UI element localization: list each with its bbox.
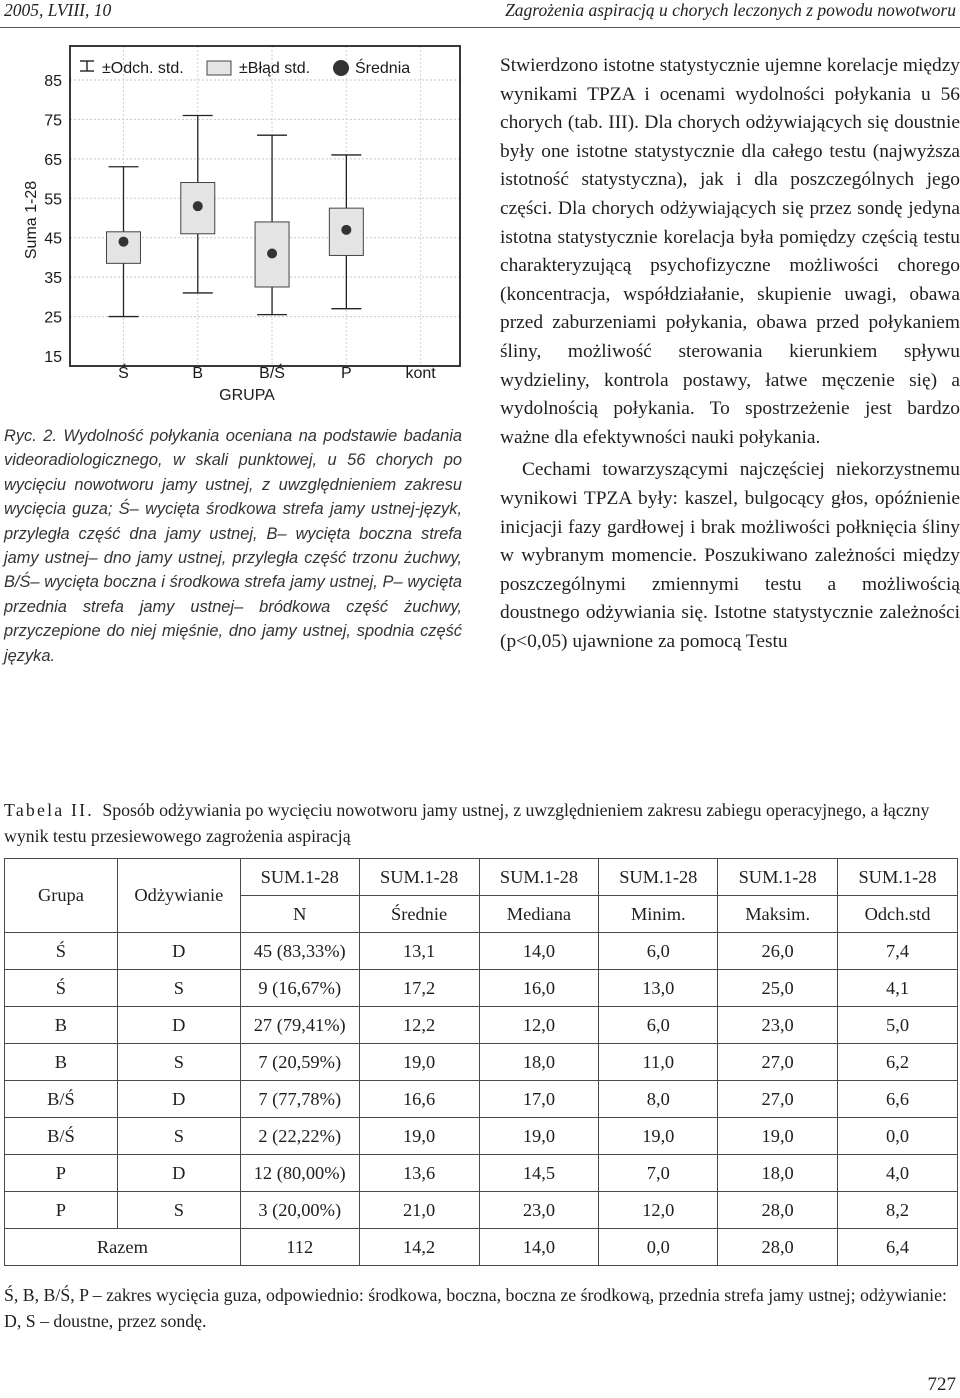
y-tick-label: 35 xyxy=(44,270,62,288)
table-cell: 21,0 xyxy=(359,1192,479,1229)
table-footnote: Ś, B, B/Ś, P – zakres wycięcia guza, odpowiednio: środkowa, boczna, boczna ze środkową, przednia strefa jamy ustnej; odżywianie: D, S – doustne, przez sondę. xyxy=(4,1285,947,1331)
table-cell: 0,0 xyxy=(838,1118,958,1155)
x-tick-label: B xyxy=(192,365,204,382)
col-header-top: SUM.1-28 xyxy=(599,859,718,896)
table-cell: 12,0 xyxy=(479,1007,599,1044)
box-3 xyxy=(329,155,363,309)
legend-sd-symbol xyxy=(80,61,94,71)
box-marks xyxy=(106,115,363,316)
table-cell: B xyxy=(5,1044,118,1081)
table-row xyxy=(5,970,958,1007)
table-caption xyxy=(4,797,958,849)
table-cell: 12 (80,00%) xyxy=(240,1155,359,1192)
paragraph-2: Cechami towarzyszącymi najczęściej niekorzystnemu wynikowi TPZA były: kaszel, bulgocący głos, opóźnienie inicjacji fazy gardłowej i brak możliwości połknięcia śliny w wybranym momencie. Poszukiwano zależności między poszczególnymi zmiennymi testu a możliwością doustnego odżywiania się. Istotne statystycznie zależności (p<0,05) ujawnione za pomocą Testu xyxy=(500,459,960,652)
table-row xyxy=(5,1192,958,1229)
running-head xyxy=(4,0,956,28)
legend-mean-label: Średnia xyxy=(355,60,411,77)
col-header-group: Grupa xyxy=(5,859,118,933)
grid-lines xyxy=(70,46,460,366)
table-cell: S xyxy=(117,1118,240,1155)
page-number: 727 xyxy=(927,1374,956,1395)
col-header-top: SUM.1-28 xyxy=(838,859,958,896)
table-cell: 0,0 xyxy=(599,1229,718,1266)
table-cell: 28,0 xyxy=(718,1192,838,1229)
table-row xyxy=(5,1081,958,1118)
legend-mean-symbol xyxy=(333,60,349,76)
table-cell: 27 (79,41%) xyxy=(240,1007,359,1044)
table-cell: 28,0 xyxy=(718,1229,838,1266)
table-cell: 14,0 xyxy=(479,933,599,970)
table-cell: 12,0 xyxy=(599,1192,718,1229)
body-text xyxy=(500,52,960,656)
table-cell: 6,0 xyxy=(599,1007,718,1044)
table-row xyxy=(5,1044,958,1081)
x-tick-label: P xyxy=(341,365,352,382)
mean-point xyxy=(341,225,351,235)
paragraph-1: Stwierdzono istotne statystycznie ujemne korelacje między wynikami TPZA i ocenami wydolności połykania u 56 chorych (tab. III). Dla chorych odżywiających się doustnie były one istotne statystycznie dla całego testu (najwyższa istotność statystyczna), jak i dla poszczególnych jego części. Dla chorych odżywiających się przez sondę jedyna istotna statystycznie korelacja była pomiędzy częścią testu charakteryzującą psychofizyczne możliwości chorego (koncentracja, współdziałanie, skupienie uwagi, obawa przed zaburzeniami połykania, obawa przed połykaniem śliny, możliwość sterowania kierunkiem spływu wydzieliny, kontrola postawy, łatwe męczenie się) a wydolnością połykania. To spostrzeżenie jest bardzo ważne dla efektywności nauki połykania. xyxy=(500,55,960,448)
table-cell: 27,0 xyxy=(718,1044,838,1081)
table-cell: 7 (77,78%) xyxy=(240,1081,359,1118)
table-cell: 5,0 xyxy=(838,1007,958,1044)
x-tick-label: kont xyxy=(405,365,436,382)
table-cell: 3 (20,00%) xyxy=(240,1192,359,1229)
table-cell: 4,1 xyxy=(838,970,958,1007)
table-cell: 11,0 xyxy=(599,1044,718,1081)
y-tick-label: 45 xyxy=(44,230,62,248)
x-tick-label: Ś xyxy=(118,365,129,382)
box-1 xyxy=(181,115,215,292)
table-cell: 45 (83,33%) xyxy=(240,933,359,970)
table-cell: 25,0 xyxy=(718,970,838,1007)
table-cell: S xyxy=(117,1044,240,1081)
table-cell: 6,2 xyxy=(838,1044,958,1081)
table-cell: Ś xyxy=(5,933,118,970)
table-cell: 4,0 xyxy=(838,1155,958,1192)
table-cell: 7,0 xyxy=(599,1155,718,1192)
table-cell: B/Ś xyxy=(5,1081,118,1118)
header-rule xyxy=(0,27,960,28)
col-header-median: Mediana xyxy=(479,896,599,933)
figure-boxplot xyxy=(14,40,466,418)
table-cell: 6,6 xyxy=(838,1081,958,1118)
table-cell: 13,1 xyxy=(359,933,479,970)
table-caption-text: Sposób odżywiania po wycięciu nowotworu jamy ustnej, z uwzględnieniem zakresu zabiegu operacyjnego, a łączny wynik testu przesiewowego zagrożenia aspiracją xyxy=(4,800,930,846)
legend-se-symbol xyxy=(207,61,231,75)
table-cell: D xyxy=(117,1155,240,1192)
boxplot-chart xyxy=(14,40,466,418)
table-cell: 13,0 xyxy=(599,970,718,1007)
y-tick-label: 85 xyxy=(44,73,62,90)
table-cell: 2 (22,22%) xyxy=(240,1118,359,1155)
total-label: Razem xyxy=(5,1229,241,1266)
table-cell: 14,5 xyxy=(479,1155,599,1192)
table-cell: 12,2 xyxy=(359,1007,479,1044)
table-total-row xyxy=(5,1229,958,1266)
y-tick-label: 15 xyxy=(44,349,62,366)
table-cell: 16,0 xyxy=(479,970,599,1007)
x-tick-label: B/Ś xyxy=(259,365,285,382)
table-cell: 8,0 xyxy=(599,1081,718,1118)
legend-se-label: ±Błąd std. xyxy=(239,60,311,77)
table-cell: 13,6 xyxy=(359,1155,479,1192)
col-header-mean: Średnie xyxy=(359,896,479,933)
table-cell: 27,0 xyxy=(718,1081,838,1118)
table-row xyxy=(5,1118,958,1155)
running-title: Zagrożenia aspiracją u chorych leczonych z powodu nowotworu xyxy=(505,0,956,20)
table-cell: 9 (16,67%) xyxy=(240,970,359,1007)
mean-point xyxy=(267,248,277,258)
table-cell: 6,4 xyxy=(838,1229,958,1266)
y-tick-label: 65 xyxy=(44,151,62,169)
table-cell: 26,0 xyxy=(718,933,838,970)
journal-issue: 2005, LVIII, 10 xyxy=(4,0,112,20)
box-2 xyxy=(255,135,289,314)
table-cell: S xyxy=(117,1192,240,1229)
table-cell: 7,4 xyxy=(838,933,958,970)
table-cell: 19,0 xyxy=(718,1118,838,1155)
table-cell: 23,0 xyxy=(718,1007,838,1044)
table-row xyxy=(5,1155,958,1192)
box-0 xyxy=(106,167,140,317)
y-axis-label: Suma 1-28 xyxy=(23,180,40,260)
mean-point xyxy=(118,237,128,247)
legend xyxy=(80,58,410,77)
table-cell: 18,0 xyxy=(479,1044,599,1081)
table-row xyxy=(5,1007,958,1044)
table-cell: 14,2 xyxy=(359,1229,479,1266)
y-tick-labels xyxy=(44,73,62,366)
table-label: Tabela II. xyxy=(4,800,94,820)
table-cell: 17,0 xyxy=(479,1081,599,1118)
table-cell: 14,0 xyxy=(479,1229,599,1266)
table-cell: 6,0 xyxy=(599,933,718,970)
y-tick-label: 55 xyxy=(44,191,62,209)
mean-point xyxy=(193,201,203,211)
table-row xyxy=(5,933,958,970)
col-header-min: Minim. xyxy=(599,896,718,933)
se-box xyxy=(106,232,140,264)
y-tick-label: 75 xyxy=(44,112,62,130)
table-cell: S xyxy=(117,970,240,1007)
table-cell: 19,0 xyxy=(359,1044,479,1081)
legend-sd-label: ±Odch. std. xyxy=(102,60,184,77)
table-cell: 8,2 xyxy=(838,1192,958,1229)
col-header-feeding: Odżywianie xyxy=(117,859,240,933)
table-cell: D xyxy=(117,933,240,970)
table-cell: 7 (20,59%) xyxy=(240,1044,359,1081)
table-cell: B/Ś xyxy=(5,1118,118,1155)
col-header-max: Maksim. xyxy=(718,896,838,933)
table-cell: Ś xyxy=(5,970,118,1007)
results-table xyxy=(4,858,958,1266)
table-cell: 17,2 xyxy=(359,970,479,1007)
table-cell: D xyxy=(117,1007,240,1044)
y-tick-label: 25 xyxy=(44,309,62,327)
table-cell: B xyxy=(5,1007,118,1044)
col-header-sd: Odch.std xyxy=(838,896,958,933)
table-cell: 19,0 xyxy=(359,1118,479,1155)
figure-caption: Ryc. 2. Wydolność połykania oceniana na podstawie badania videoradiologicznego, w skali punktowej, u 56 chorych po wycięciu nowotworu jamy ustnej, z uwzględnieniem zakresu wycięcia guza; Ś– wycięta środkowa strefa jamy ustnej-język, przyległa część dna jamy ustnej, B– wycięta boczna strefa jamy ustnej– dno jamy ustnej, przyległa część trzonu żuchwy, B/Ś– wycięta boczna i środkowa strefa jamy ustnej, P– wycięta przednia strefa jamy ustnej– bródkowa część żuchwy, przyczepione do niej mięśnie, dno jamy ustnej, spodnia część języka. xyxy=(4,427,462,665)
table-cell: 16,6 xyxy=(359,1081,479,1118)
table-cell: 19,0 xyxy=(479,1118,599,1155)
col-header-n: N xyxy=(240,896,359,933)
col-header-top: SUM.1-28 xyxy=(359,859,479,896)
col-header-top: SUM.1-28 xyxy=(718,859,838,896)
col-header-top: SUM.1-28 xyxy=(479,859,599,896)
table-cell: D xyxy=(117,1081,240,1118)
table-cell: P xyxy=(5,1192,118,1229)
table-cell: 19,0 xyxy=(599,1118,718,1155)
plot-frame xyxy=(70,46,460,366)
table-cell: 18,0 xyxy=(718,1155,838,1192)
x-axis-label: GRUPA xyxy=(219,387,275,404)
col-header-top: SUM.1-28 xyxy=(240,859,359,896)
table-cell: P xyxy=(5,1155,118,1192)
table-cell: 112 xyxy=(240,1229,359,1266)
table-header-row-1 xyxy=(5,859,958,896)
table-cell: 23,0 xyxy=(479,1192,599,1229)
